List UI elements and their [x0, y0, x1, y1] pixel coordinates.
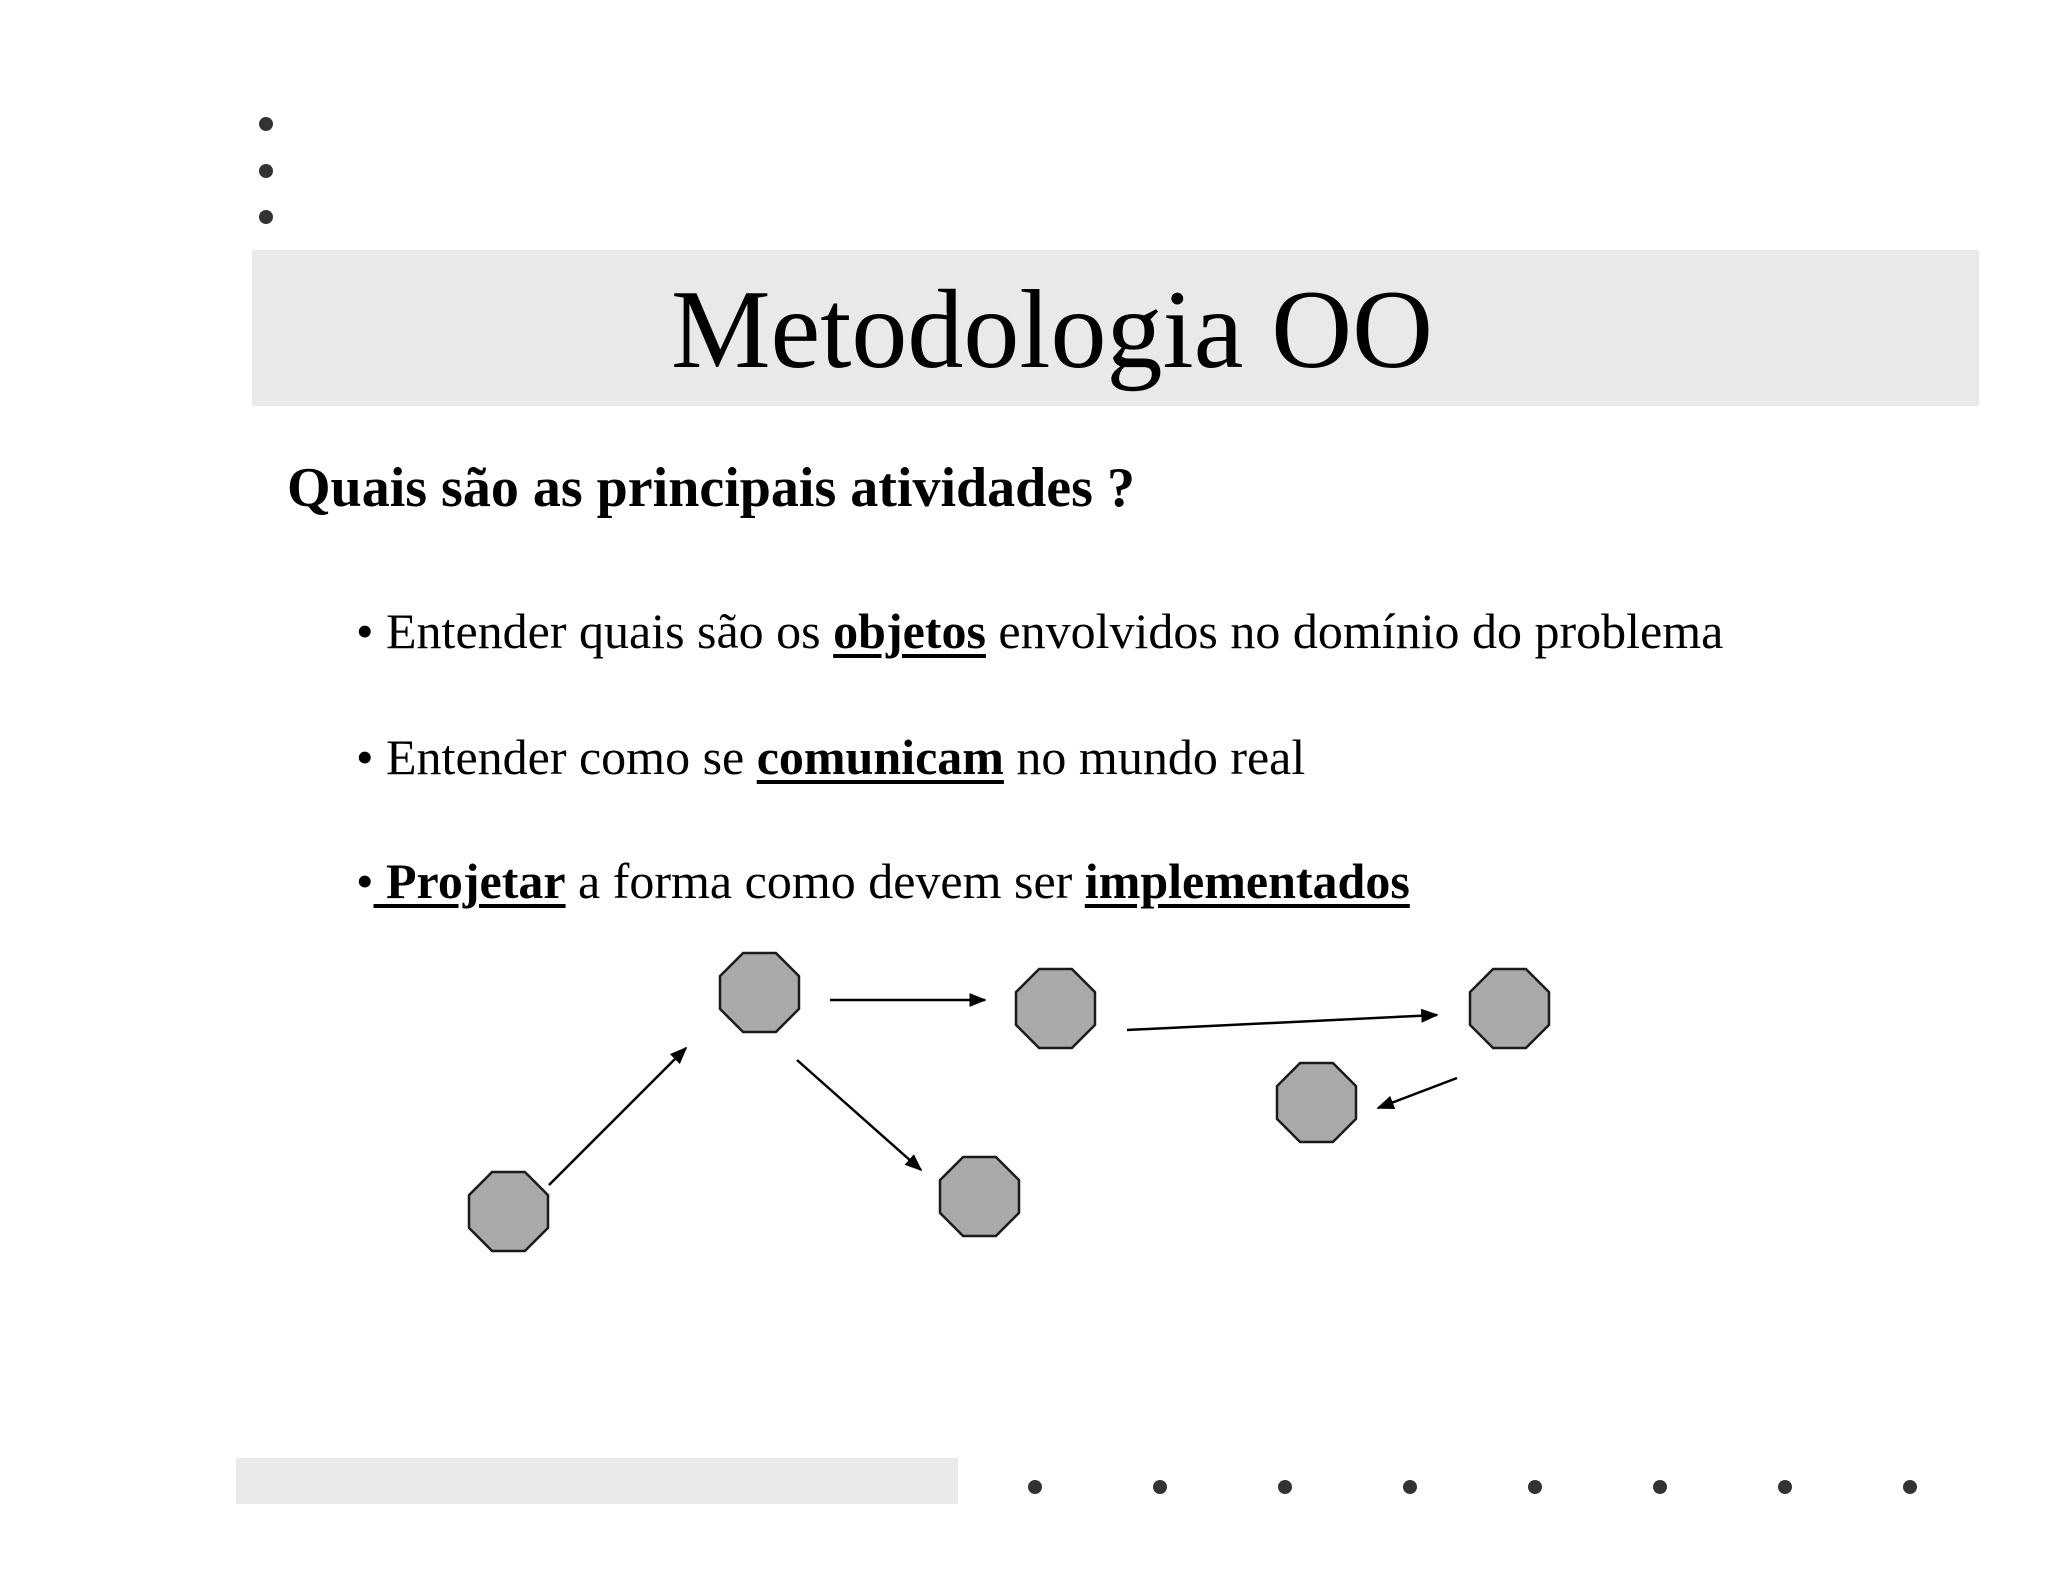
bullet-emphasis-comunicam: comunicam	[756, 729, 1004, 785]
bullet-text: Entender como se	[373, 729, 757, 785]
decor-dot-bottom-5	[1528, 1480, 1542, 1494]
edge-arrow-3-5	[1127, 1015, 1437, 1030]
bullet-text: a forma como devem ser	[565, 853, 1085, 909]
edge-arrow-5-6	[1378, 1078, 1457, 1108]
bullet-emphasis-objetos: objetos	[833, 603, 986, 659]
decor-dot-bottom-2	[1153, 1480, 1167, 1494]
bullet-marker: •	[356, 729, 374, 785]
object-node-4	[940, 1157, 1019, 1236]
bullet-text: envolvidos no domínio do problema	[985, 603, 1724, 659]
question-heading: Quais são as principais atividades ?	[287, 457, 1135, 519]
bullet-marker: •	[356, 603, 374, 659]
edge-arrow-1-2	[549, 1048, 686, 1185]
bullet-marker: •	[356, 853, 374, 909]
bullet-emphasis-implementados: implementados	[1084, 853, 1410, 909]
bullet-emphasis-projetar: Projetar	[373, 853, 566, 909]
bullet-text: Entender quais são os	[373, 603, 834, 659]
object-node-3	[1016, 969, 1095, 1048]
decor-dot-bottom-8	[1903, 1480, 1917, 1494]
object-node-6	[1277, 1063, 1356, 1142]
decor-dot-bottom-1	[1028, 1480, 1042, 1494]
edge-arrow-2-4	[797, 1060, 921, 1170]
slide-title: Metodologia OO	[670, 268, 1434, 392]
footer-band	[236, 1458, 958, 1504]
decor-dot-bottom-6	[1653, 1480, 1667, 1494]
bullet-text: no mundo real	[1003, 729, 1306, 785]
object-node-2	[720, 953, 799, 1032]
decor-dot-bottom-7	[1778, 1480, 1792, 1494]
decor-dot-bottom-3	[1278, 1480, 1292, 1494]
decor-dot-bottom-4	[1403, 1480, 1417, 1494]
object-node-1	[469, 1172, 548, 1251]
object-node-5	[1470, 969, 1549, 1048]
